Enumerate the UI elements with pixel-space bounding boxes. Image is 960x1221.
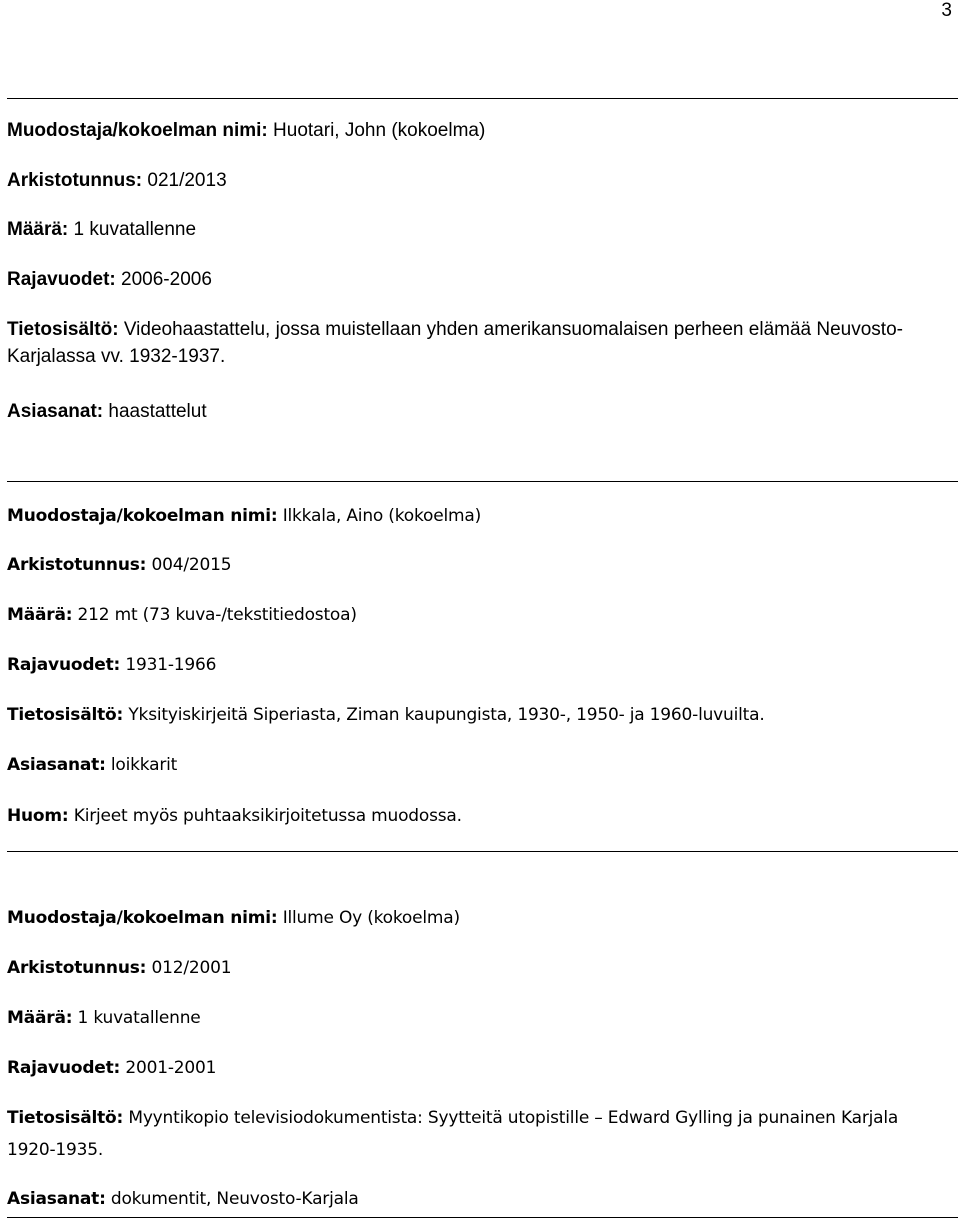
- content-label: Tietosisältö:: [7, 1108, 124, 1128]
- creator-value: Ilkkala, Aino (kokoelma): [282, 506, 482, 526]
- keywords-label: Asiasanat:: [7, 755, 106, 775]
- divider: [7, 481, 958, 482]
- note-value: Kirjeet myös puhtaaksikirjoitetussa muodossa.: [73, 806, 462, 826]
- content-value: Videohaastattelu, jossa muistellaan yhden amerikansuomalaisen perheen elämää Neuvosto-Karjalassa vv. 1932-1937.: [7, 319, 903, 367]
- creator-label: Muodostaja/kokoelman nimi:: [7, 506, 278, 526]
- archive-id-field: [7, 956, 946, 980]
- note-label: Huom:: [7, 806, 69, 826]
- amount-value: 1 kuvatallenne: [77, 1008, 201, 1028]
- keywords-field: [7, 1187, 946, 1211]
- date-range-field: [7, 1056, 946, 1080]
- divider: [7, 851, 958, 852]
- archive-id-value: 021/2013: [147, 170, 227, 191]
- content-field: [7, 703, 946, 727]
- creator-field: [7, 906, 946, 930]
- amount-field: [7, 603, 946, 627]
- date-range-value: 2001-2001: [125, 1058, 217, 1078]
- keywords-field: [7, 400, 946, 424]
- keywords-label: Asiasanat:: [7, 401, 104, 422]
- keywords-value: dokumentit, Neuvosto-Karjala: [110, 1189, 359, 1209]
- page-number: 3: [941, 0, 952, 21]
- date-range-value: 1931-1966: [125, 655, 217, 675]
- creator-field: [7, 504, 946, 528]
- date-range-field: [7, 653, 946, 677]
- divider: [7, 1217, 958, 1218]
- archive-id-value: 004/2015: [151, 555, 232, 575]
- keywords-value: haastattelut: [108, 401, 207, 422]
- archive-id-label: Arkistotunnus:: [7, 170, 143, 191]
- amount-label: Määrä:: [7, 1008, 73, 1028]
- keywords-value: loikkarit: [110, 755, 178, 775]
- creator-value: Huotari, John (kokoelma): [273, 120, 486, 141]
- keywords-label: Asiasanat:: [7, 1189, 106, 1209]
- amount-value: 1 kuvatallenne: [73, 219, 197, 240]
- keywords-field: [7, 753, 946, 777]
- date-range-label: Rajavuodet:: [7, 1058, 121, 1078]
- content-label: Tietosisältö:: [7, 319, 119, 340]
- creator-label: Muodostaja/kokoelman nimi:: [7, 120, 268, 141]
- amount-value: 212 mt (73 kuva-/tekstitiedostoa): [77, 605, 357, 625]
- archive-id-field: [7, 553, 946, 577]
- content-value: Myyntikopio televisiodokumentista: Syytteitä utopistille – Edward Gylling ja punainen Karjala 1920-1935.: [7, 1108, 899, 1160]
- amount-label: Määrä:: [7, 219, 69, 240]
- content-field: [7, 1102, 946, 1166]
- note-field: [7, 804, 946, 828]
- archive-id-value: 012/2001: [151, 958, 232, 978]
- divider: [7, 98, 958, 99]
- date-range-value: 2006-2006: [121, 269, 212, 290]
- date-range-field: [7, 268, 946, 292]
- archive-id-label: Arkistotunnus:: [7, 958, 147, 978]
- date-range-label: Rajavuodet:: [7, 655, 121, 675]
- date-range-label: Rajavuodet:: [7, 269, 116, 290]
- creator-label: Muodostaja/kokoelman nimi:: [7, 908, 278, 928]
- amount-label: Määrä:: [7, 605, 73, 625]
- creator-value: Illume Oy (kokoelma): [282, 908, 460, 928]
- amount-field: [7, 1006, 946, 1030]
- archive-id-label: Arkistotunnus:: [7, 555, 147, 575]
- content-value: Yksityiskirjeitä Siperiasta, Ziman kaupungista, 1930-, 1950- ja 1960-luvuilta.: [128, 705, 765, 725]
- archive-id-field: [7, 169, 946, 193]
- creator-field: [7, 119, 946, 143]
- content-field: [7, 316, 946, 370]
- amount-field: [7, 218, 946, 242]
- content-label: Tietosisältö:: [7, 705, 124, 725]
